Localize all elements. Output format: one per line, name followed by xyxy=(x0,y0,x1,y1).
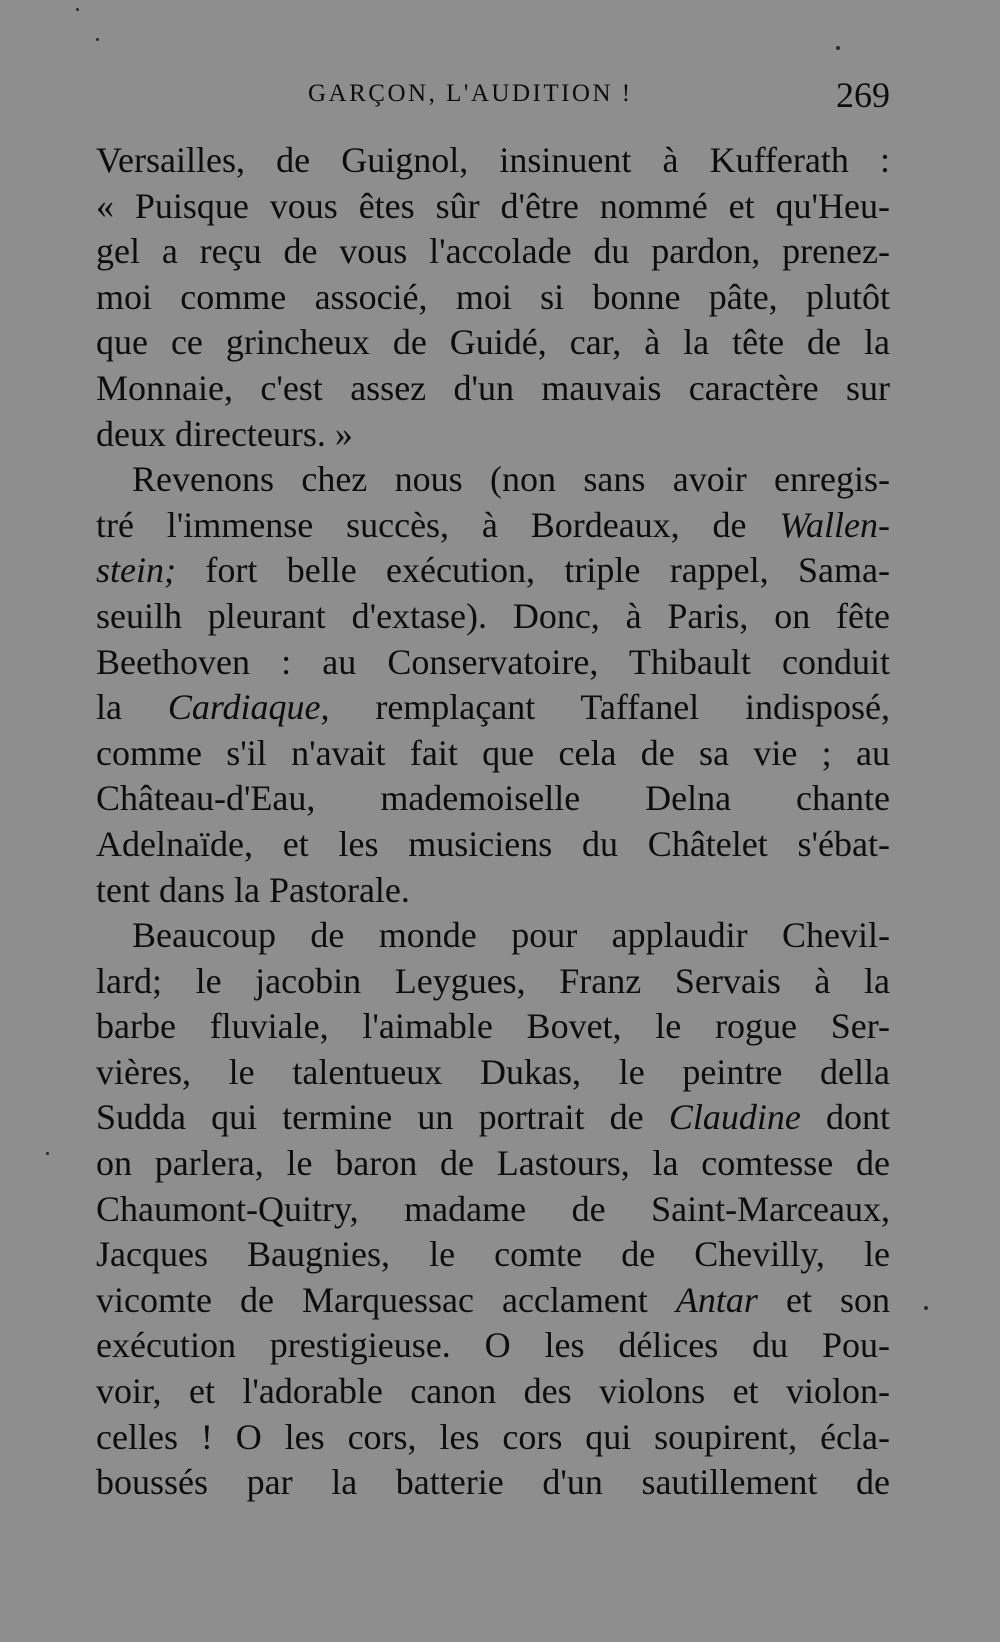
text-line: voir, et l'adorable canon des violons et violon- xyxy=(96,1371,890,1412)
text-line xyxy=(96,1278,890,1324)
text-line: Jacques Baugnies, le comte de Chevilly, le xyxy=(96,1234,890,1275)
text-line: moi comme associé, moi si bonne pâte, plutôt xyxy=(96,276,890,317)
text-fragment: fort belle exécution, triple rappel, Sama- xyxy=(205,550,890,591)
page-number: 269 xyxy=(836,75,890,115)
text-line: exécution prestigieuse. O les délices du Pou- xyxy=(96,1325,890,1366)
text-line: boussés par la batterie d'un sautillement de xyxy=(96,1462,890,1503)
text-line xyxy=(96,548,890,594)
text-line: comme s'il n'avait fait que cela de sa vie ; au xyxy=(96,732,890,773)
italic-title: Claudine xyxy=(668,1097,801,1138)
print-speck xyxy=(46,1152,49,1155)
text-line: vières, le talentueux Dukas, le peintre della xyxy=(96,1051,890,1092)
text-line xyxy=(96,1095,890,1141)
text-line: celles ! O les cors, les cors qui soupirent, écla- xyxy=(96,1416,890,1457)
page-header xyxy=(96,74,890,124)
text-line: Beaucoup de monde pour applaudir Chevil- xyxy=(132,915,890,956)
body-text xyxy=(96,138,890,1506)
text-line: Versailles, de Guignol, insinuent à Kufferath : xyxy=(96,140,890,180)
text-fragment: remplaçant Taffanel indisposé, xyxy=(329,687,891,728)
text-line xyxy=(96,503,890,549)
text-line: on parlera, le baron de Lastours, la comtesse de xyxy=(96,1143,890,1184)
text-line: que ce grincheux de Guidé, car, à la tête de la xyxy=(96,322,890,363)
italic-title: Antar xyxy=(675,1279,758,1320)
running-title: GARÇON, L'AUDITION ! xyxy=(308,80,633,107)
text-line: Beethoven : au Conservatoire, Thibault conduit xyxy=(96,641,890,682)
print-speck xyxy=(836,46,840,50)
text-line: seuilh pleurant d'extase). Donc, à Paris, on fête xyxy=(96,595,890,636)
print-speck xyxy=(924,1306,928,1310)
text-line: lard; le jacobin Leygues, Franz Servais à la xyxy=(96,960,890,1001)
text-fragment: dont xyxy=(800,1097,890,1138)
text-fragment: la xyxy=(96,687,168,728)
italic-title: Cardiaque, xyxy=(167,687,330,728)
text-line: Adelnaïde, et les musiciens du Châtelet s'ébat- xyxy=(96,823,890,864)
text-line: barbe fluviale, l'aimable Bovet, le rogue Ser- xyxy=(96,1006,890,1047)
text-line: Château-d'Eau, mademoiselle Delna chante xyxy=(96,778,890,819)
text-line: Monnaie, c'est assez d'un mauvais caractère sur xyxy=(96,367,890,408)
text-fragment: tré l'immense succès, à Bordeaux, de xyxy=(96,504,780,545)
print-speck xyxy=(76,8,79,11)
text-line: « Puisque vous êtes sûr d'être nommé et qu'Heu- xyxy=(96,185,890,226)
text-line xyxy=(96,685,890,731)
print-speck xyxy=(96,38,99,41)
text-line: Chaumont-Quitry, madame de Saint-Marceaux, xyxy=(96,1188,890,1229)
text-fragment: Sudda qui termine un portrait de xyxy=(96,1097,669,1138)
text-line: deux directeurs. » xyxy=(96,413,353,454)
text-line: gel a reçu de vous l'accolade du pardon, prenez- xyxy=(96,231,890,272)
italic-title: stein; xyxy=(96,550,206,591)
text-fragment: et son xyxy=(757,1279,890,1320)
italic-title: Wallen- xyxy=(779,504,890,545)
text-line: tent dans la Pastorale. xyxy=(96,869,410,910)
text-line: Revenons chez nous (non sans avoir enregis- xyxy=(132,459,890,500)
text-fragment: vicomte de Marquessac acclament xyxy=(96,1279,676,1320)
